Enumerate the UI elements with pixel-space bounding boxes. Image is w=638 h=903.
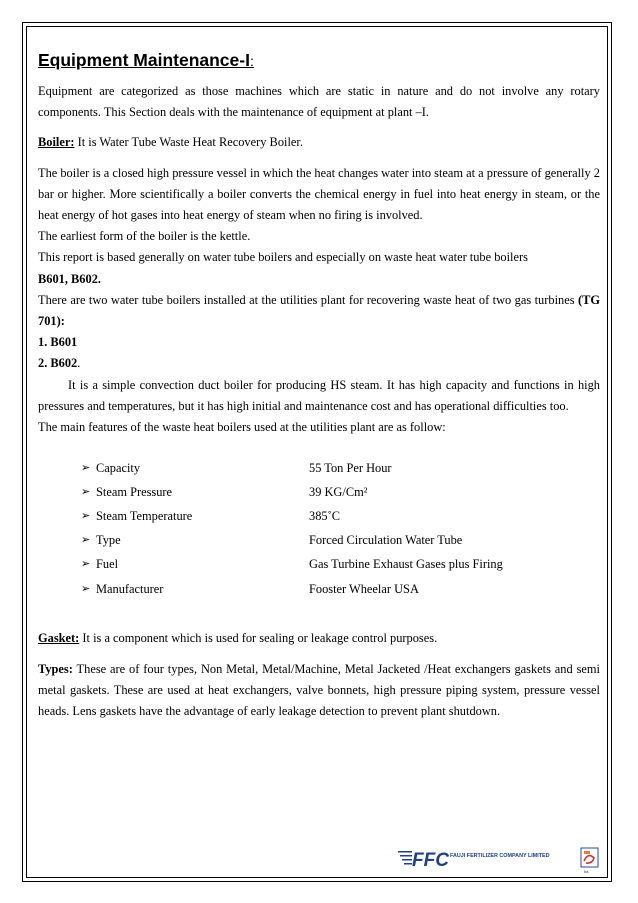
boiler-list-item-2: 2. B602. bbox=[38, 356, 81, 371]
types-label: Types: bbox=[38, 661, 73, 676]
intro-paragraph: Equipment are categorized as those machines which are static in nature and do not involve any rotary components. This Section deals with the maintenance of equipment at plant –I. bbox=[38, 84, 600, 120]
feature-row: ➢ Steam Temperature 385˚C bbox=[81, 505, 600, 529]
feature-row: ➢ Capacity 55 Ton Per Hour bbox=[81, 456, 600, 480]
features-intro: The main features of the waste heat boilers used at the utilities plant are as follow: bbox=[38, 420, 446, 435]
boiler-paragraph: Boiler: It is Water Tube Waste Heat Recovery Boiler. bbox=[38, 135, 303, 150]
kettle-line: The earliest form of the boiler is the kettle. bbox=[38, 229, 251, 244]
boiler-definition-paragraph: The boiler is a closed high pressure vessel in which the heat changes water into steam at a pressure of generally 2 bar or higher. More scientifically a boiler converts the chemical energy in fuel into heat energy in steam, or the heat energy of hot gases into heat energy of steam when no firing is involved. bbox=[38, 165, 600, 223]
arrow-bullet-icon: ➢ bbox=[81, 534, 91, 547]
arrow-bullet-icon: ➢ bbox=[81, 461, 91, 474]
boiler-label: Boiler: bbox=[38, 135, 75, 150]
document-body bbox=[38, 48, 600, 722]
page-title: Equipment Maintenance-I: bbox=[38, 50, 254, 70]
feature-row: ➢ Type Forced Circulation Water Tube bbox=[81, 529, 600, 553]
arrow-bullet-icon: ➢ bbox=[81, 510, 91, 523]
arrow-bullet-icon: ➢ bbox=[81, 582, 91, 595]
convection-paragraph: It is a simple convection duct boiler for producing HS steam. It has high capacity and functions in high pressures and temperatures, but it has high initial and maintenance cost and has operational difficulties too. bbox=[38, 377, 600, 413]
features-list bbox=[38, 456, 600, 601]
feature-row: ➢ Manufacturer Fooster Wheelar USA bbox=[81, 577, 600, 601]
gasket-paragraph: Gasket: It is a component which is used for sealing or leakage control purposes. bbox=[38, 631, 438, 646]
ffc-logo bbox=[398, 841, 601, 875]
logo-mark: FFC bbox=[412, 850, 449, 871]
report-basis-paragraph: This report is based generally on water tube boilers and especially on waste heat water tube boilers B601, B602. bbox=[38, 250, 528, 286]
logo-company-name: FAUJI FERTILIZER COMPANY LIMITED bbox=[450, 853, 550, 859]
boiler-list-item-1: 1. B601 bbox=[38, 335, 78, 350]
feature-row: ➢ Steam Pressure 39 KG/Cm² bbox=[81, 480, 600, 504]
arrow-bullet-icon: ➢ bbox=[81, 485, 91, 498]
logo-small-text: ba bbox=[584, 869, 589, 874]
arrow-bullet-icon: ➢ bbox=[81, 558, 91, 571]
installation-paragraph: There are two water tube boilers installed at the utilities plant for recovering waste heat of two gas turbines (TG 701): bbox=[38, 292, 600, 329]
types-paragraph: Types: These are of four types, Non Metal, Metal/Machine, Metal Jacketed /Heat exchangers gaskets and semi metal gaskets. These are used at heat exchangers, valve bonnets, high pressure piping system, pressure vessel heads. Lens gaskets have the advantage of early leakage detection to prevent plant shutdown. bbox=[38, 661, 600, 718]
feature-row: ➢ Fuel Gas Turbine Exhaust Gases plus Firing bbox=[81, 553, 600, 577]
gasket-label: Gasket: bbox=[38, 631, 80, 646]
